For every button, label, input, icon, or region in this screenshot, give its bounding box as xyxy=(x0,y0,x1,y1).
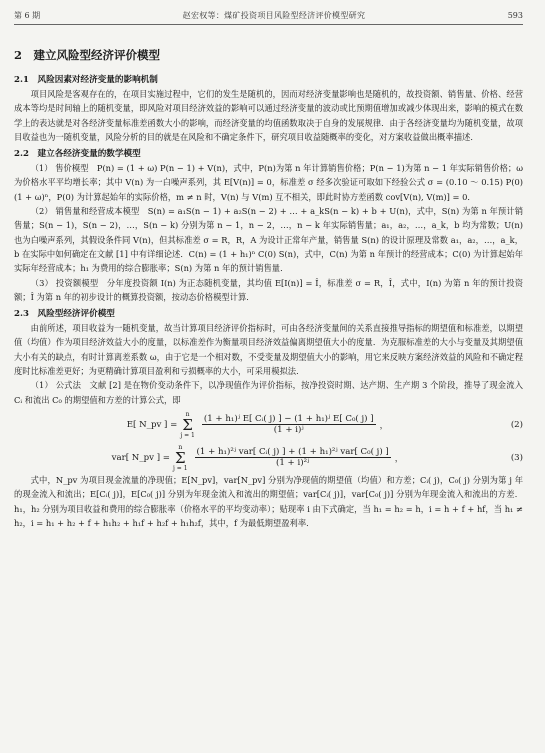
section-2-3-heading: 2.3 风险型经济评价模型 xyxy=(14,309,115,320)
equation-3-numerator: (1 + h₁)²ʲ var[ Cᵢ( j) ] + (1 + h₁)²ʲ var[ C₀( j) ] xyxy=(196,447,389,458)
sum-lower-limit: j = 1 xyxy=(180,431,195,439)
equation-2-tail: ， xyxy=(379,420,389,431)
equation-3-fraction xyxy=(195,447,391,468)
equation-2-denominator: (1 + i)ʲ xyxy=(273,425,304,436)
page-number: 593 xyxy=(507,11,523,20)
equation-2-number: (2) xyxy=(510,419,523,430)
section-2-heading: 2 建立风险型经济评价模型 xyxy=(14,48,161,62)
price-model-paragraph: （1） 售价模型 P(n) = (1 + ω) P(n − 1) + V(n)，式中，P(n)为第 n 年计算销售价格；P(n − 1)为第 n − 1 年实际销售价格；ω 为价格水平平均增长率；其中 V(n) 为一白噪声系列，其 E[V(n)] = 0，标准差 σ 经多次验证可取如下经验公式 σ = (0.10 ～ 0.15) P(0)(1 + ω)ⁿ，P(0) 为计算起始年的实际价格，m ≠ n 时，V(n) 与 V(m) 互不相关，即此时协方差函数 cov[V(n), V(m)] = 0． xyxy=(14,163,523,202)
summation-sign: n Σ j = 1 xyxy=(180,410,195,439)
investment-model-paragraph: （3） 投资额模型 分年度投资额 I(n) 为正态随机变量，其均值 E[I(n)] = Î，标准差 σ = R，Î，式中，I(n) 为第 n 年的预计投资额；Î 为第 n 年的初步设计的概算投资额，按动态价格模型计算． xyxy=(14,277,523,302)
equation-3 xyxy=(14,443,523,473)
summation-sign: n Σ j = 1 xyxy=(173,443,188,472)
equation-3-number: (3) xyxy=(510,452,523,463)
sum-upper-limit: n xyxy=(185,410,190,418)
sum-lower-limit: j = 1 xyxy=(173,464,188,472)
formula-method-paragraph: （1） 公式法 文献 [2] 是在物价变动条件下，以净现值作为评价指标，按净投资时期、达产期、生产期 3 个阶段，推导了现金流入 Cᵢ 和流出 C₀ 的期望值和方差的计算公式，即 xyxy=(14,380,523,405)
equation-2-fraction xyxy=(202,414,376,435)
equation-3-lhs: var[ N_pv ] = xyxy=(111,452,170,463)
section-2-1-heading: 2.1 风险因素对经济变量的影响机制 xyxy=(14,75,158,85)
risk-model-paragraph: 由前所述，项目收益为一随机变量，故当计算项目经济评价指标时，可由各经济变量间的关系直接推导指标的期望值和标准差，以期望值（均值）作为项目经济效益大小的度量，以标准差作为衡量项目经济效益偏离期望值大小的度量．为克服标准差的大小与变量及其期望值大小有关的缺点，有时计算离差系数 ω，由于它是一个相对数，不受变量及期望值大小的影响，用它来反映方案经济效益的风险和不确定程度时比标准差更好；为更精确计算项目盈利和亏损概率的大小，可采用模拟法． xyxy=(14,323,523,377)
issue-label: 第 6 期 xyxy=(14,11,41,20)
equation-3-denominator: (1 + i)²ʲ xyxy=(275,458,310,469)
running-title: 赵宏权等：煤矿投资项目风险型经济评价模型研究 xyxy=(182,11,366,20)
equation-2 xyxy=(14,410,523,440)
sales-cost-model-paragraph: （2） 销售量和经营成本模型 S(n) = a₁S(n − 1) + a₂S(n − 2) + … + a_kS(n − k) + b + U(n)，式中，S(n) 为第 n 年预计销售量；S(n − 1)，S(n − 2)，…，S(n − k) 分别为第 n − 1，n − 2，…，n − k 年实际销售量；a₁，a₂，…，a_k，b 均为常数；U(n) 也为白噪声系列，其假设条件同 V(n)，但其标准差 σ = R，R，A 为设计正常年产量，销售量 S(n) 的设计原理及常数 a₁，a₂，…，a_k，b 在实际中如何确定在文献 [1] 中有详细论述．C(n) = (1 + h₁)ⁿ C(0) S(n)，式中，C(n) 为第 n 年预计的经营成本；C(0) 为计算起始年实际年经营成本；h₁ 为费用的综合膨胀率；S(n) 为第 n 年的预计销售量． xyxy=(14,206,523,274)
variable-definitions-paragraph: 式中，N_pv 为项目现金流量的净现值；E[N_pv]，var[N_pv] 分别为净现值的期望值（均值）和方差；Cᵢ( j)，C₀( j) 分别为第 j 年的现金流入和流出；E[Cᵢ( j)]，E[C₀( j)] 分别为年现金流入和流出的期望值；var[Cᵢ( j)]，var[C₀( j)] 分别为年现金流入和流出的方差．h₁，h₂ 分别为项目收益和费用的综合膨胀率（价格水平的平均变动率）；贴现率 i 由下式确定，当 h₁ = h₂ = h，i = h + f + hf，当 h₁ ≠ h₂，i = h₁ + h₂ + f + h₁h₂ + h₁f + h₂f + h₁h₂f，其中，f 为最低期望盈利率． xyxy=(14,474,523,528)
running-header xyxy=(14,10,523,25)
sum-upper-limit: n xyxy=(178,443,183,451)
equation-3-tail: ， xyxy=(394,453,404,464)
equation-2-lhs: E[ N_pv ] = xyxy=(126,419,178,430)
equation-2-numerator: (1 + h₁)ʲ E[ Cᵢ( j) ] − (1 + h₁)ʲ E[ C₀( j) ] xyxy=(203,414,374,425)
section-2-1-paragraph: 项目风险是客观存在的，在项目实施过程中，它们的发生是随机的，因而对经济变量影响也是随机的，故投资额、销售量、价格、经营成本等均是时间轴上的随机变量，即风险对项目经济效益的影响可以通过经济变量的波动或比预期值增加或减少体现出来，影响的模式在数学上的表达就是对各经济变量标准差函数大小的影响，而经济变量的均值函数取决于自身的发展规律．由于各经济变量均为随机变量，故项目收益也为一随机变量，风险分析的目的就是在风险和不确定条件下，研究项目收益随概率的变化，对方案收益做出概率描述． xyxy=(14,89,523,142)
section-2-2-heading: 2.2 建立各经济变量的数学模型 xyxy=(14,149,141,160)
